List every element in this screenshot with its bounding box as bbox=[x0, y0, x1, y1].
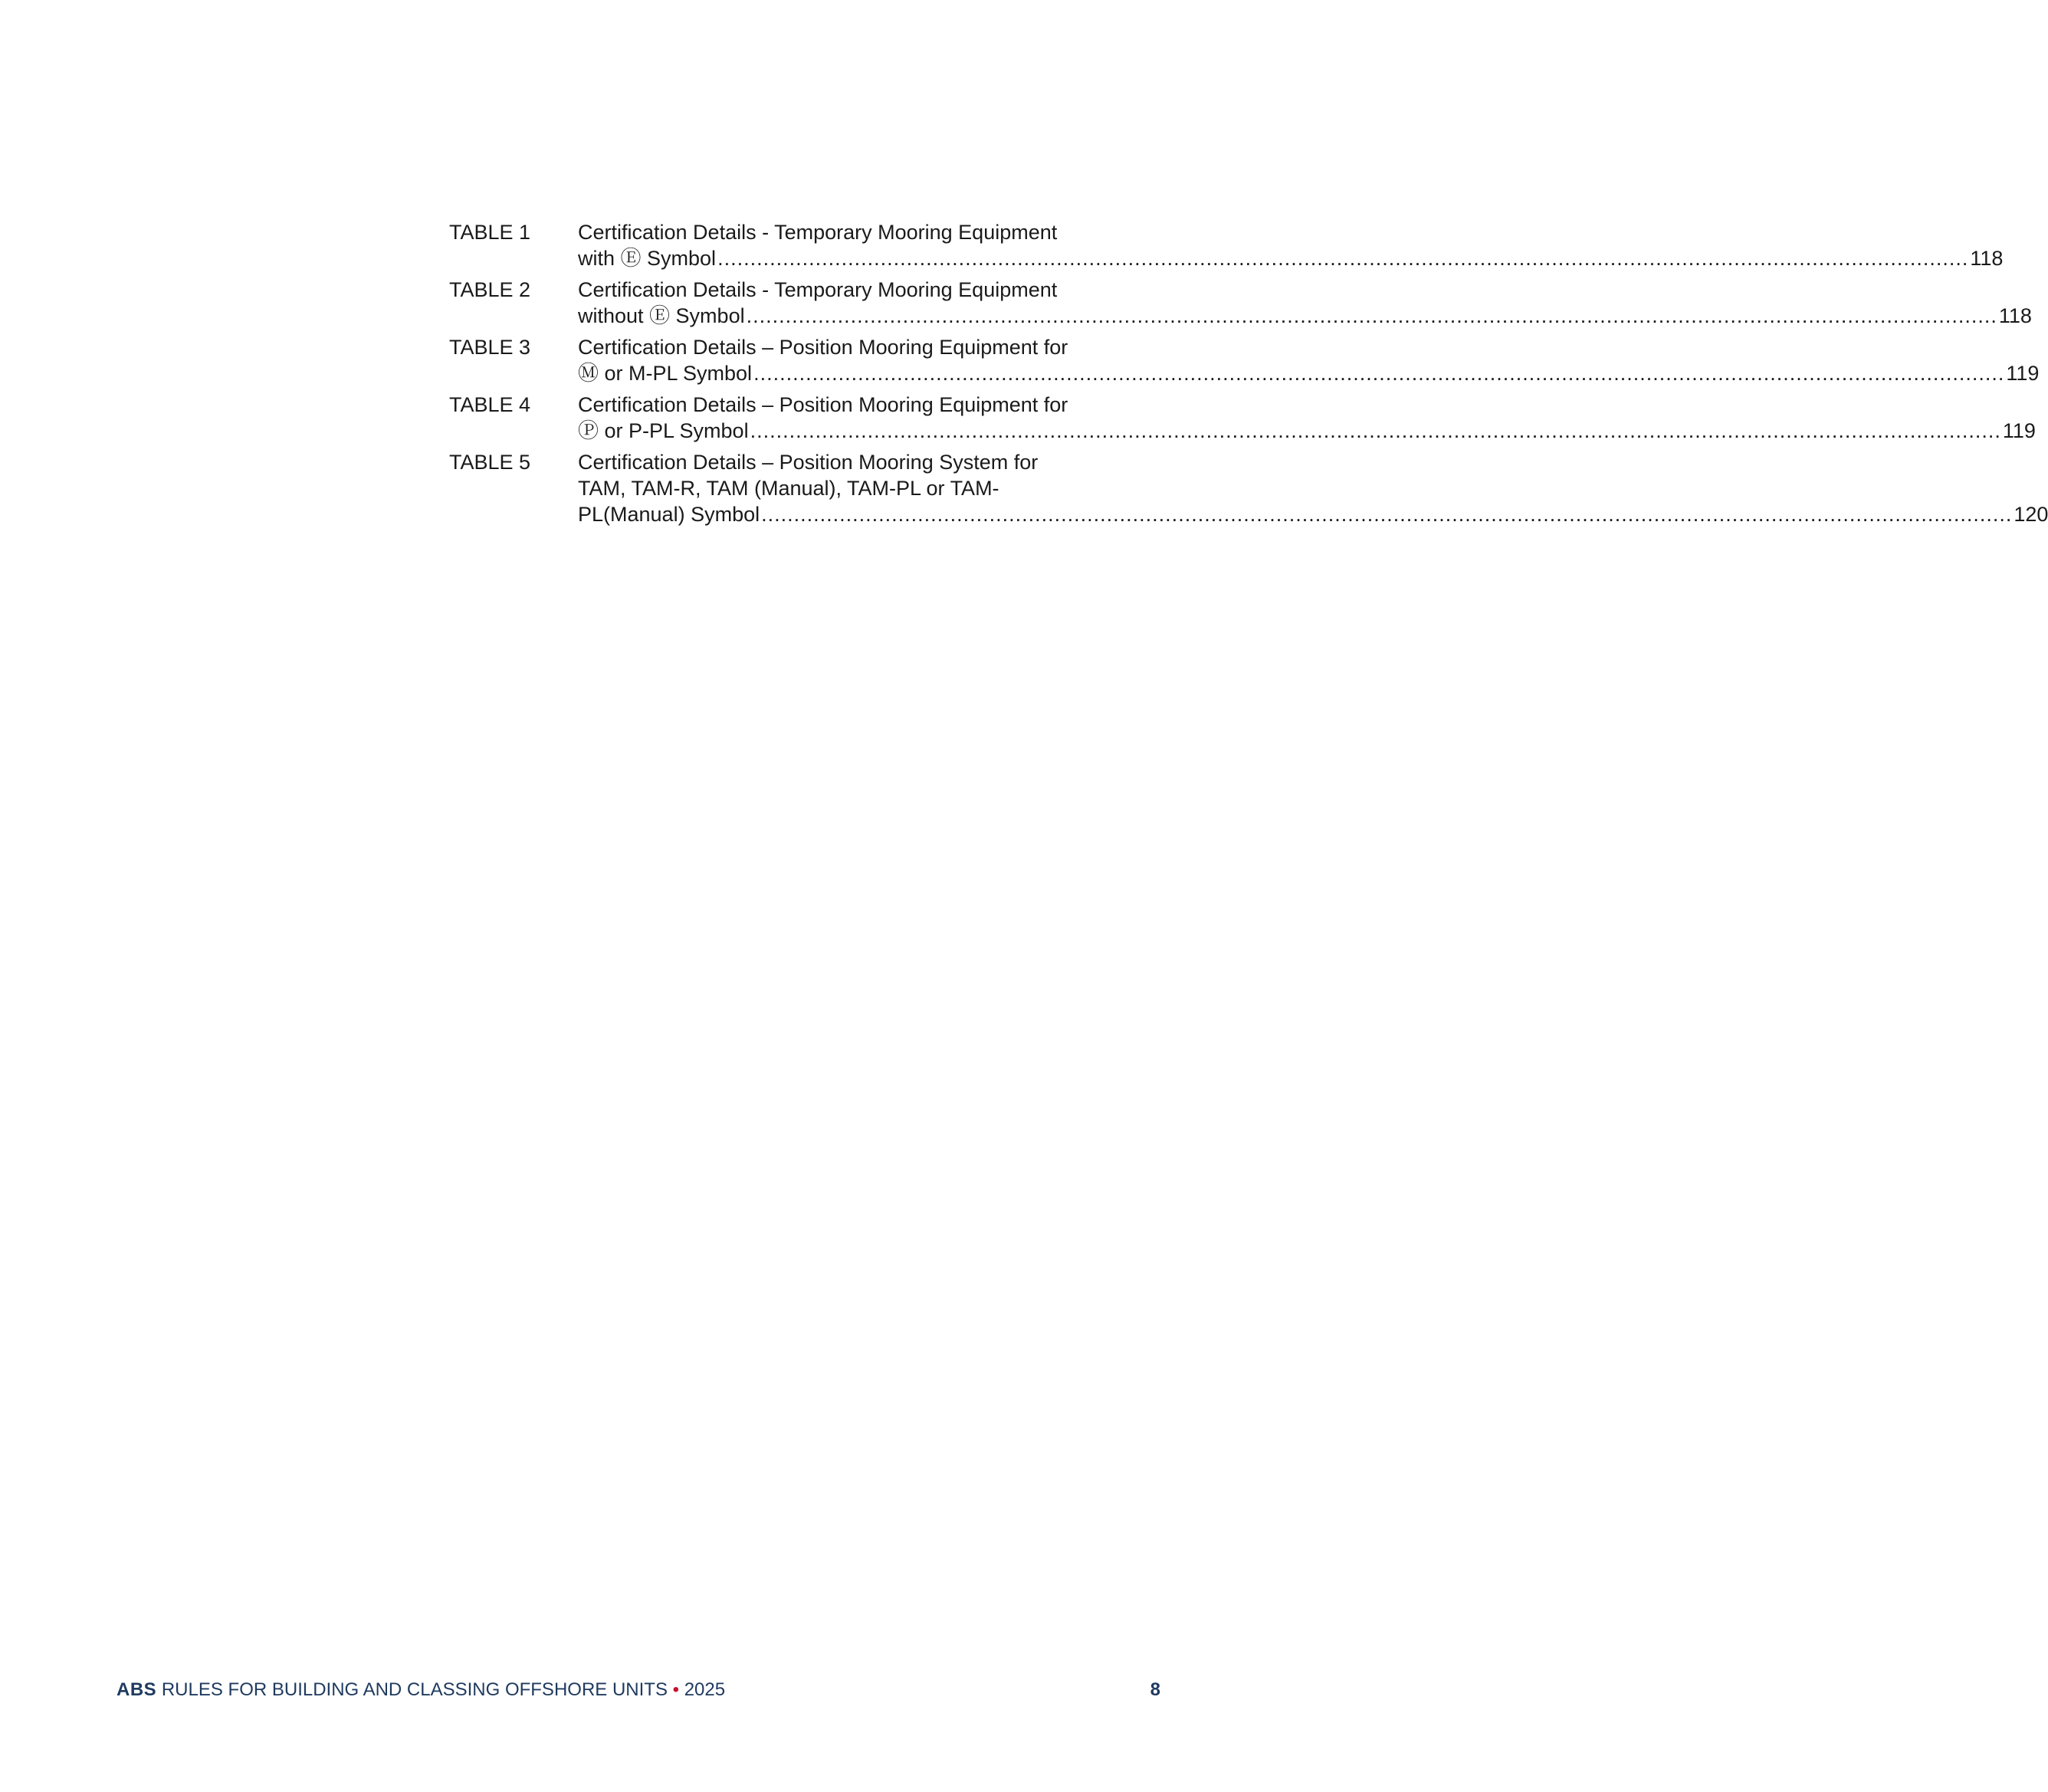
dot-leader bbox=[761, 501, 2012, 527]
toc-entry-table-4[interactable] bbox=[449, 392, 2036, 444]
toc-entry-table-1[interactable] bbox=[449, 219, 2004, 271]
footer-year: 2025 bbox=[684, 1679, 726, 1700]
toc-entry-body bbox=[578, 392, 2036, 444]
dot-leader bbox=[750, 418, 2001, 444]
toc-entry-body bbox=[578, 277, 2032, 329]
toc-entry-last-line bbox=[578, 360, 2039, 386]
toc-entry-body bbox=[578, 449, 2048, 527]
toc-entry-title-end: PL(Manual) Symbol bbox=[578, 503, 760, 526]
toc-page-number: 120 bbox=[2014, 503, 2048, 526]
toc-entry-title-end: Ⓟ or P-PL Symbol bbox=[578, 419, 749, 442]
toc-entry-last-line bbox=[578, 303, 2032, 329]
toc-entry-title-line: Certification Details – Position Mooring Equipment for bbox=[578, 393, 1068, 416]
footer-page-number: 8 bbox=[1150, 1679, 1160, 1700]
toc-entry-label: TABLE 3 bbox=[449, 336, 531, 359]
toc-entry-title-end: Ⓜ or M-PL Symbol bbox=[578, 362, 753, 385]
toc-entry-title-end: with Ⓔ Symbol bbox=[578, 247, 717, 270]
toc-entry-title-line: Certification Details - Temporary Mooring Equipment bbox=[578, 278, 1058, 301]
toc-page-number: 118 bbox=[1998, 304, 2032, 327]
table-of-contents bbox=[449, 219, 2048, 533]
dot-leader bbox=[717, 245, 1968, 271]
toc-entry-title-end: without Ⓔ Symbol bbox=[578, 304, 745, 327]
toc-entry-label: TABLE 5 bbox=[449, 451, 531, 474]
toc-entry-title-line: Certification Details - Temporary Mooring Equipment bbox=[578, 221, 1058, 244]
dot-leader bbox=[753, 360, 2004, 386]
toc-entry-title-line: Certification Details – Position Mooring Equipment for bbox=[578, 336, 1068, 359]
toc-entry-title-line: Certification Details – Position Mooring System for bbox=[578, 451, 1039, 474]
footer-brand: ABS bbox=[117, 1679, 157, 1700]
footer-bullet: • bbox=[672, 1679, 680, 1700]
toc-entry-last-line bbox=[578, 418, 2036, 444]
toc-entry-title-line: TAM, TAM-R, TAM (Manual), TAM-PL or TAM- bbox=[578, 477, 999, 500]
toc-entry-label: TABLE 4 bbox=[449, 393, 531, 416]
toc-entry-label: TABLE 1 bbox=[449, 221, 531, 244]
page-footer bbox=[117, 1679, 1160, 1701]
toc-entry-body bbox=[578, 334, 2039, 386]
footer-document-title bbox=[117, 1679, 725, 1701]
dot-leader bbox=[747, 303, 1997, 329]
toc-entry-table-3[interactable] bbox=[449, 334, 2040, 386]
toc-page-number: 119 bbox=[2006, 362, 2040, 385]
toc-entry-table-2[interactable] bbox=[449, 277, 2032, 329]
toc-entry-last-line bbox=[578, 245, 2003, 271]
toc-page-number: 119 bbox=[2002, 419, 2036, 442]
toc-entry-body bbox=[578, 219, 2003, 271]
toc-entry-table-5[interactable] bbox=[449, 449, 2048, 527]
toc-page-number: 118 bbox=[1970, 247, 2004, 270]
toc-entry-last-line bbox=[578, 501, 2048, 527]
toc-entry-label: TABLE 2 bbox=[449, 278, 531, 301]
footer-title: RULES FOR BUILDING AND CLASSING OFFSHORE UNITS bbox=[161, 1679, 668, 1700]
